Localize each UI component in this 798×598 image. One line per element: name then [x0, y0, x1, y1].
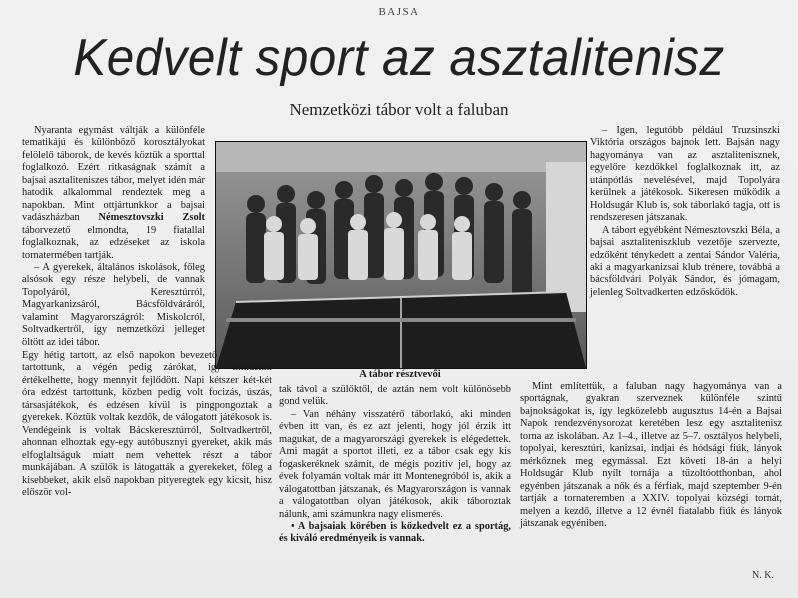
subheadline: Nemzetközi tábor volt a faluban — [289, 100, 509, 119]
paragraph: tak távol a szülőktől, de aztán nem volt különösebb gond velük. — [279, 384, 511, 408]
paragraph: Egy hétig tartott, az első napokon bevezető versenyeket tartottunk, a végén pedig zárókat, így mindenki értékelhette, hogy mennyit fejlődött. Napi kétszer két-két óra edzést tartottunk, közben pedig volt focizás, úszás, társasjátékok, és edzésen kívül is pingpongoztak a gyerekek. Köztük voltak kezdők, de válogatott játékosok is. Vendégeink is voltak Bácskeresztúrról, Soltvadkertről, ahonnan elhoztak egy-egy autóbusznyi gyereket, akik más elfoglaltságuk miatt nem vehettek részt a tábor munkájában. A szülők is látogatták a gyerekeket, főleg a kisebbeket, akik első napokban pityeregtek egy kicsit, hisz először vol- — [22, 350, 272, 498]
author-initials: N. K. — [752, 570, 774, 581]
group-photo — [215, 141, 587, 369]
question-paragraph: • A bajsaiak körében is közkedvelt ez a sportág, és kiváló eredményeik is vannak. — [279, 520, 511, 545]
photo-illustration — [216, 142, 586, 368]
article-column-5 — [520, 381, 782, 530]
kicker-location: BAJSA — [378, 6, 420, 18]
paragraph: – A gyerekek, általános iskolások, főleg alsósok egy része helybeli, de vannak Topolyáról, Keresztúrról, Magyarkanizsáról, Bácsföldváráról, valamint Magyarországról: Miskolcról, Soltvadkertről, így nemzetközi jelleget öltött az idei tábor. — [22, 261, 205, 348]
paragraph: A tábort egyébként Némesztovszki Béla, a bajsai asztaliteniszklub vezetője szervezte, edzőként ténykedett a zentai Sándor Valéria, aki a magyarkanizsai klub trénere, továbbá a bácsföldvári Polyák Sándor, és jómagam, jelenleg Soltvadkerten edzősködök. — [590, 224, 780, 298]
article-column-2 — [22, 350, 272, 499]
article-column-4 — [590, 125, 780, 299]
article-column-1 — [22, 125, 205, 349]
bold-name: Némesztovszki Zsolt — [98, 212, 205, 224]
paragraph: Mint említettük, a faluban nagy hagyománya van a sportágnak, gyakran szerveznek különféle szintű bajnokságokat is, így legközelebb augusztus 14-én a Bajsai Napok rendezvénysorozat keretében lesz egy asztalitenisz torna az iskolában. Az 1–4., illetve az 5–7. osztályos helybeli, topolyai, keresztúri, kanizsai, indjai és hódsági fiúk, lányok mérkőznek meg egymással. Ezt követi 18-án a helyi Holdsugár Klub nyílt tornája a tűzoltóotthonban, ahol egyénben játszanak a nők és a férfiak, majd szeptember 9-én tartják a tornateremben a XXIV. topolyai községi tornát, melyen a kezdő, illetve a 12 évnél fiatalabb fiúk és lányok játszanak egyéniben. — [520, 381, 782, 529]
paragraph: Nyaranta egymást váltják a különféle tematikájú és különböző korosztályokat felölelő táborok, de kevés köztük a sporttal foglalkozó. Ezért ritkaságnak számít a bajsai asztaliteniszes tábor, melyet idén már hatodik alkalommal rendeztek meg a napokban. Mint ottjártunkkor a bajsai vadászházban Némesztovszki Zsolt táborvezető elmondta, 19 fiatallal foglalkoznak, az edzéseket az iskola tornatermében tartják. — [22, 125, 205, 261]
article-column-3 — [279, 384, 511, 546]
paragraph: – Igen, legutóbb például Truzsinszki Viktória országos bajnok lett. Bajsán nagy hagyománya van az asztalitenisznek, egyelőre kezdőkkel foglalkoznak itt, az utánpótlás nevelésével, majd Topolyára kerülnek a játékosok. Sikeresen működik a Holdsugár Klub is, sok táborlakó tagja, ott is rendszeresen játszanak. — [590, 125, 780, 224]
photo-caption: A tábor résztvevői — [359, 369, 441, 380]
headline: Kedvelt sport az asztalitenisz — [73, 29, 725, 87]
paragraph: – Van néhány visszatérő táborlakó, aki minden évben itt van, és ez azt jelenti, hogy jól érzik itt magukat, de a magyarországi gyerekek is elégedettek. Ami magát a sportot illeti, ez a tábor csak egy kis fogaskeréknek számít, de mégis pozitív jel, hogy az évek folyamán voltak már itt Montenegróból is, akik a válogatottban játszanak, és Magyarországon is vannak a válogatottban olyan játékosok, akik táboroztak nálunk, ami számunkra nagy elismerés. — [279, 408, 511, 520]
